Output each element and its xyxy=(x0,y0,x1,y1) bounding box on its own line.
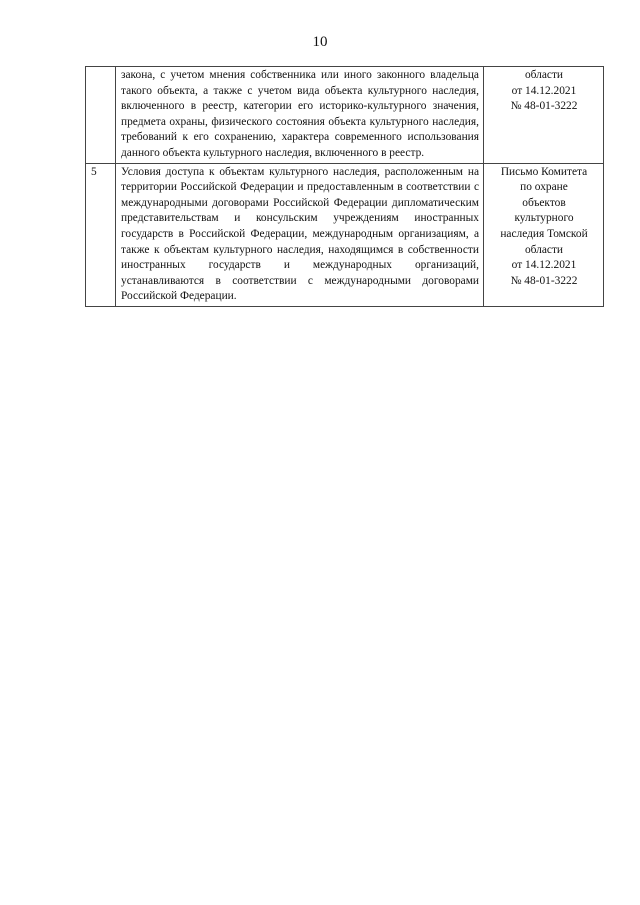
source-line: культурного xyxy=(514,212,574,225)
document-table xyxy=(85,66,604,307)
source-line: № 48-01-3222 xyxy=(510,100,578,113)
row-number-cell xyxy=(86,67,116,164)
source-line: области xyxy=(524,69,564,81)
source-cell xyxy=(484,67,604,164)
source-line: по охране xyxy=(520,181,568,194)
source-line: области xyxy=(524,243,564,256)
source-line: от 14.12.2021 xyxy=(511,84,577,97)
source-cell xyxy=(484,163,604,306)
table-row xyxy=(86,163,604,306)
table-row xyxy=(86,67,604,164)
page-number: 10 xyxy=(312,34,328,50)
requirement-text-cell: Условия доступа к объектам культурного наследия, расположенным на территории Российской Федерации и предоставленным в соответствии с международными договорами Российской Федерации дипломатическим представительствам и консульским учреждениям иностранных государств в Российской Федерации, международным организациям, а также к объектам культурного наследия, находящимся в собственности иностранных государств и международных организаций, устанавливаются в соответствии с международными договорами Российской Федерации. xyxy=(116,163,484,306)
requirement-text-cell: закона, с учетом мнения собственника или иного законного владельца такого объекта, а также с учетом вида объекта культурного наследия, включенного в реестр, категории его историко-культурного значения, предмета охраны, физического состояния объекта культурного наследия, требований к его сохранению, характера современного использования данного объекта культурного наследия, включенного в реестр. xyxy=(116,67,484,164)
source-line: Письмо Комитета xyxy=(500,165,588,178)
source-line: № 48-01-3222 xyxy=(510,274,578,287)
source-line: наследия Томской xyxy=(500,227,588,240)
source-line: от 14.12.2021 xyxy=(511,259,577,272)
source-line: объектов xyxy=(522,196,566,209)
row-number-cell: 5 xyxy=(86,163,116,306)
